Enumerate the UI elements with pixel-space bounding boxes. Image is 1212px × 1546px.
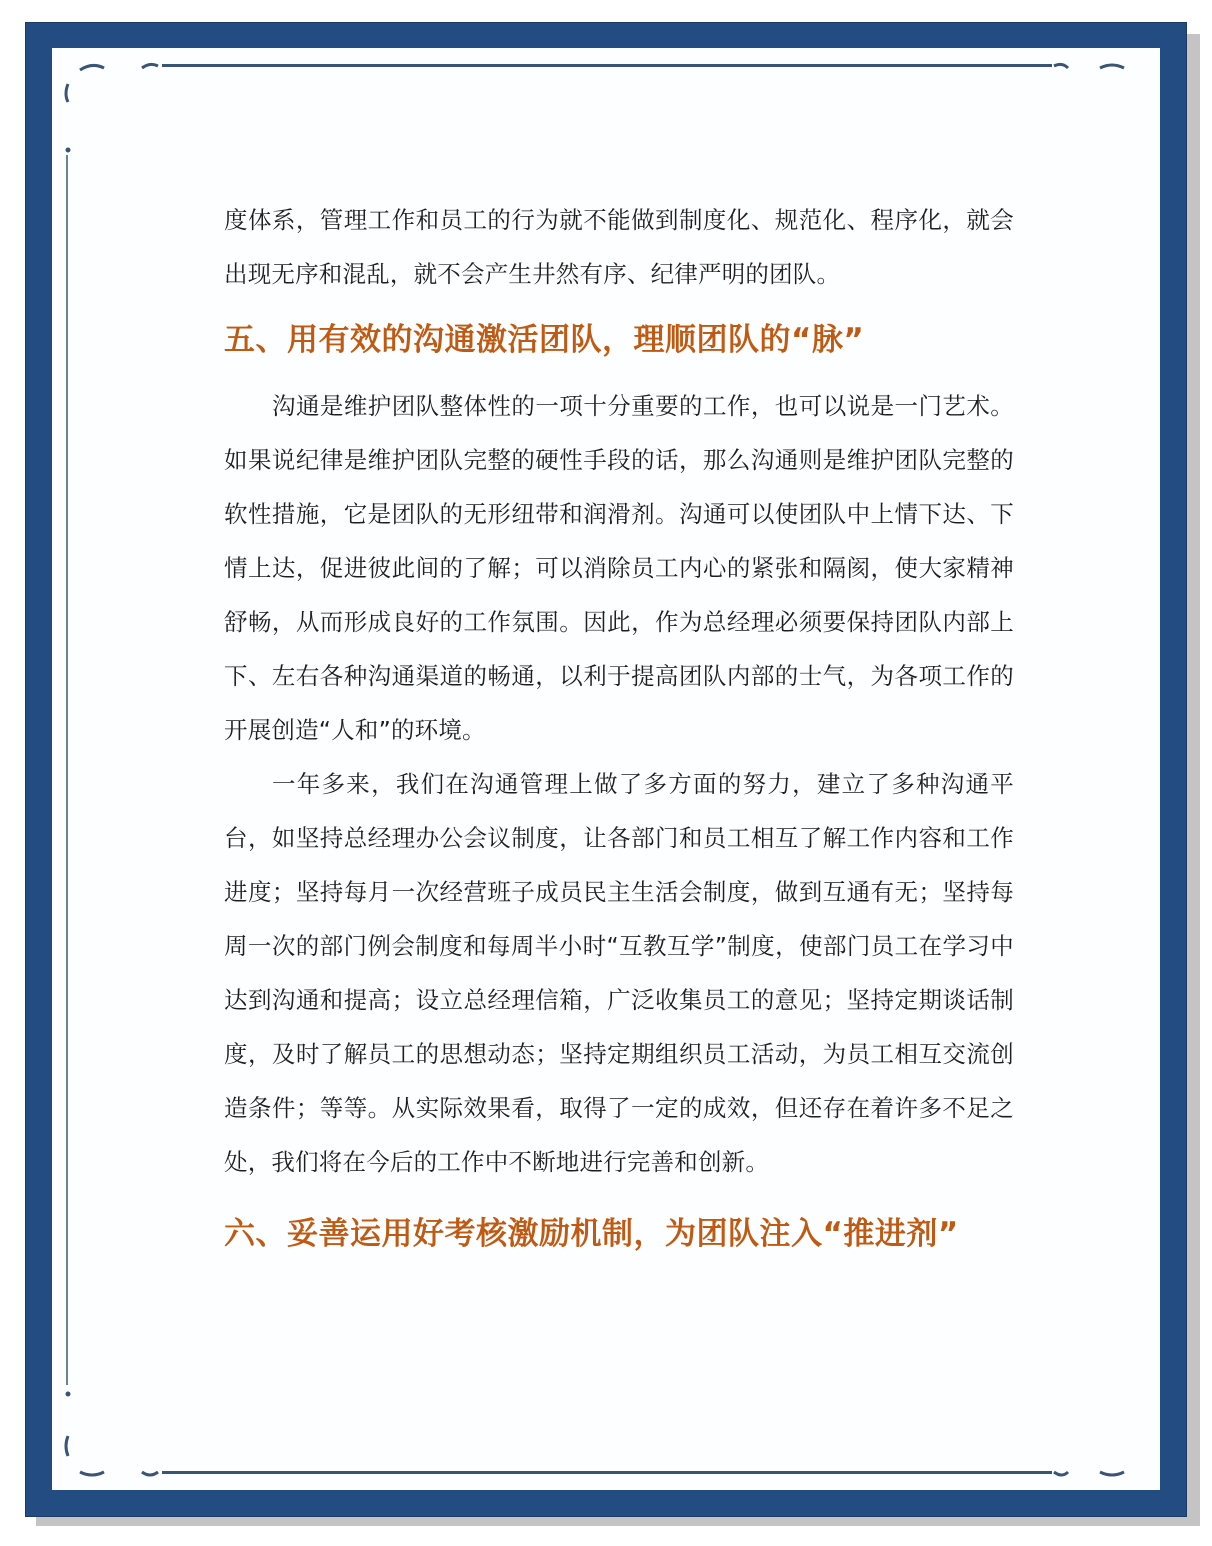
corner-ornament-top-left-icon <box>62 58 162 158</box>
corner-ornament-bottom-left-icon <box>62 1380 162 1480</box>
document-body <box>224 193 1014 1273</box>
section-5-heading: 五、用有效的沟通激活团队，理顺团队的“脉” <box>224 322 865 358</box>
section-5-paragraph-1: 沟通是维护团队整体性的一项十分重要的工作，也可以说是一门艺术。如果说纪律是维护团队完整的硬性手段的话，那么沟通则是维护团队完整的软性措施，它是团队的无形纽带和润滑剂。沟通可以使团队中上情下达、下情上达，促进彼此间的了解；可以消除员工内心的紧张和隔阂，使大家精神舒畅，从而形成良好的工作氛围。因此，作为总经理必须要保持团队内部上下、左右各种沟通渠道的畅通，以利于提高团队内部的士气，为各项工作的开展创造“人和”的环境。 <box>224 392 1014 744</box>
inner-border-bottom <box>162 1471 1052 1474</box>
corner-ornament-bottom-right-icon <box>1050 1380 1150 1480</box>
corner-ornament-top-right-icon <box>1050 58 1150 158</box>
section-6-heading: 六、妥善运用好考核激励机制，为团队注入“推进剂” <box>224 1216 959 1252</box>
inner-border-left <box>66 155 68 1385</box>
section-5-paragraph-2: 一年多来，我们在沟通管理上做了多方面的努力，建立了多种沟通平台，如坚持总经理办公会议制度，让各部门和员工相互了解工作内容和工作进度；坚持每月一次经营班子成员民主生活会制度，做到互通有无；坚持每周一次的部门例会制度和每周半小时“互教互学”制度，使部门员工在学习中达到沟通和提高；设立总经理信箱，广泛收集员工的意见；坚持定期谈话制度，及时了解员工的思想动态；坚持定期组织员工活动，为员工相互交流创造条件；等等。从实际效果看，取得了一定的成效，但还存在着许多不足之处，我们将在今后的工作中不断地进行完善和创新。 <box>224 770 1014 1176</box>
intro-paragraph: 度体系，管理工作和员工的行为就不能做到制度化、规范化、程序化，就会出现无序和混乱，就不会产生井然有序、纪律严明的团队。 <box>224 206 1014 288</box>
inner-border-top <box>162 64 1052 67</box>
